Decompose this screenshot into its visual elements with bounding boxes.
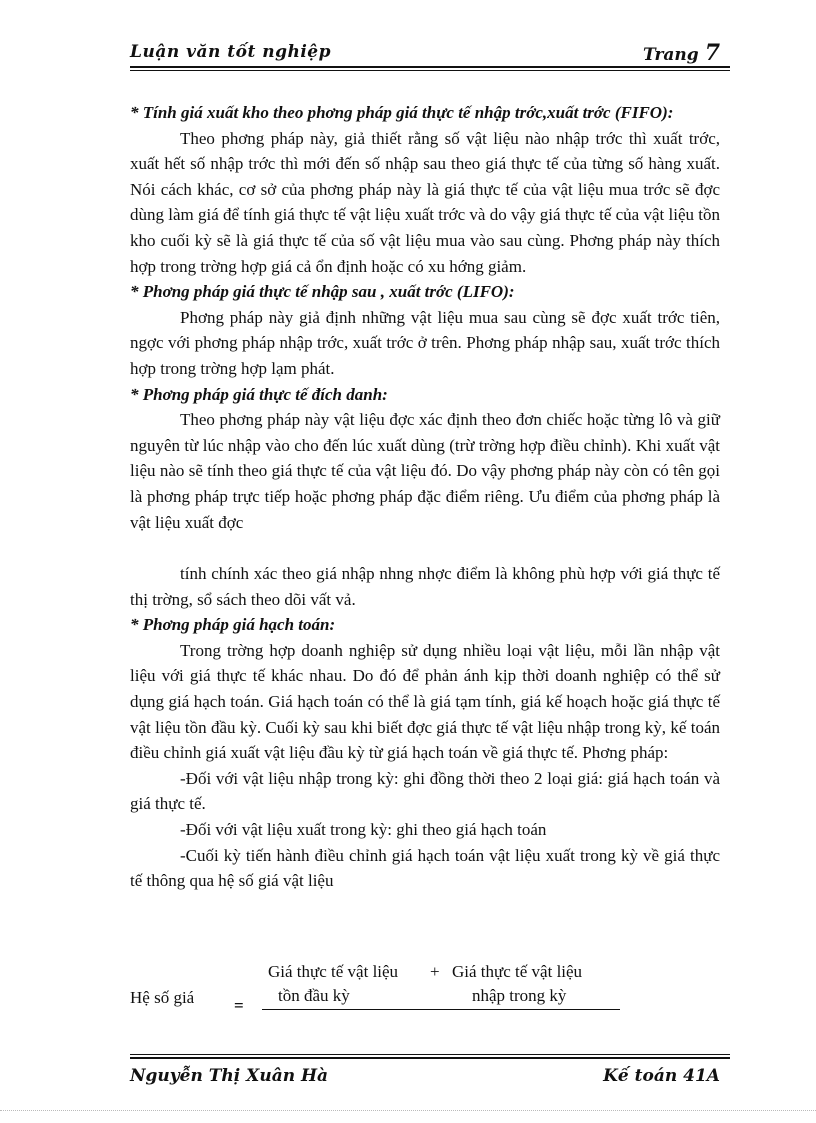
header-title: Luận văn tốt nghiệp <box>130 42 332 62</box>
header-rule <box>130 66 730 68</box>
formula-term1-line2: tồn đầu kỳ <box>278 986 350 1005</box>
formula-plus: + <box>430 962 440 981</box>
page-label: Trang <box>643 45 699 65</box>
footer-rule <box>130 1057 730 1059</box>
formula-equals: = <box>234 996 244 1015</box>
footer-rule-thin <box>130 1054 730 1055</box>
paragraph: Phơng pháp này giả định những vật liệu mua sau cùng sẽ đợc xuất trớc tiên, ngợc với phơng pháp nhập trớc, xuất trớc ở trên. Phơng pháp nhập sau, xuất trớc thích hợp trong trờng hợp lạm phát. <box>130 307 720 378</box>
formula-label: Hệ số giá <box>130 988 195 1007</box>
footer-class: Kế toán 41A <box>603 1066 720 1086</box>
header-page <box>643 40 720 66</box>
paragraph: tính chính xác theo giá nhập nhng nhợc điểm là không phù hợp với giá thực tế thị trờng, sổ sách theo dõi vất vả. <box>130 564 720 609</box>
page-number: 7 <box>704 40 720 66</box>
paragraph: -Cuối kỳ tiến hành điều chỉnh giá hạch toán vật liệu xuất trong kỳ về giá thực tế thông qua hệ số giá vật liệu <box>130 845 720 891</box>
paragraph: Theo phơng pháp này, giả thiết rằng số vật liệu nào nhập trớc thì xuất trớc, xuất hết số nhập trớc thì mới đến số nhập sau theo giá thực tế của từng số hàng xuất. Nói cách khác, cơ sở của phơng pháp này là giá thực tế của vật liệu mua trớc sẽ đợc dùng làm giá để tính giá thực tế vật liệu xuất trớc và do vậy giá thực tế của vật liệu tồn kho cuối kỳ sẽ là giá thực tế của số vật liệu mua vào sau cùng. Phơng pháp này thích hợp trong trờng hợp giá cả ổn định hoặc có xu hớng giảm. <box>130 128 720 276</box>
header-rule-thin <box>130 70 730 71</box>
formula-term2-line2: nhập trong kỳ <box>472 986 567 1005</box>
paragraph: Trong trờng hợp doanh nghiệp sử dụng nhiều loại vật liệu, mỗi lần nhập vật liệu với giá thực tế khác nhau. Do đó để phản ánh kịp thời doanh nghiệp có thể sử dụng giá hạch toán. Giá hạch toán có thể là giá tạm tính, giá kế hoạch hoặc giá thực tế vật liệu tồn đầu kỳ. Cuối kỳ sau khi biết đợc giá thực tế vật liệu nhập trong kỳ, kế toán điều chỉnh giá xuất vật liệu đầu kỳ từ giá hạch toán về giá thực tế. Phơng pháp: <box>130 640 720 763</box>
page-body <box>130 100 720 894</box>
page-bottom-dotted-line <box>0 1110 816 1111</box>
price-coefficient-formula <box>130 958 730 1018</box>
paragraph: -Đối với vật liệu xuất trong kỳ: ghi theo giá hạch toán <box>180 820 547 840</box>
fraction-line <box>262 1009 620 1010</box>
formula-term2-line1: Giá thực tế vật liệu <box>452 962 583 981</box>
footer-author: Nguyễn Thị Xuân Hà <box>130 1066 329 1086</box>
section-heading: * Phơng pháp giá hạch toán: <box>130 615 336 635</box>
paragraph: -Đối với vật liệu nhập trong kỳ: ghi đồng thời theo 2 loại giá: giá hạch toán và giá thực tế. <box>130 768 720 814</box>
section-heading: * Tính giá xuất kho theo phơng pháp giá thực tế nhập trớc,xuất trớc (FIFO): <box>130 103 674 122</box>
formula-term1-line1: Giá thực tế vật liệu <box>268 962 399 981</box>
section-heading: * Phơng pháp giá thực tế nhập sau , xuất trớc (LIFO): <box>130 282 515 302</box>
paragraph-gap <box>130 535 720 561</box>
paragraph: Theo phơng pháp này vật liệu đợc xác định theo đơn chiếc hoặc từng lô và giữ nguyên từ lúc nhập vào cho đến lúc xuất dùng (trừ trờng hợp điều chỉnh). Khi xuất vật liệu nào sẽ tính theo giá thực tế của vật liệu đó. Do vậy phơng pháp này còn có tên gọi là phơng pháp trực tiếp hoặc phơng pháp đặc điểm riêng. Ưu điểm của phơng pháp là vật liệu xuất đợc <box>130 410 720 532</box>
section-heading: * Phơng pháp giá thực tế đích danh: <box>130 384 388 404</box>
